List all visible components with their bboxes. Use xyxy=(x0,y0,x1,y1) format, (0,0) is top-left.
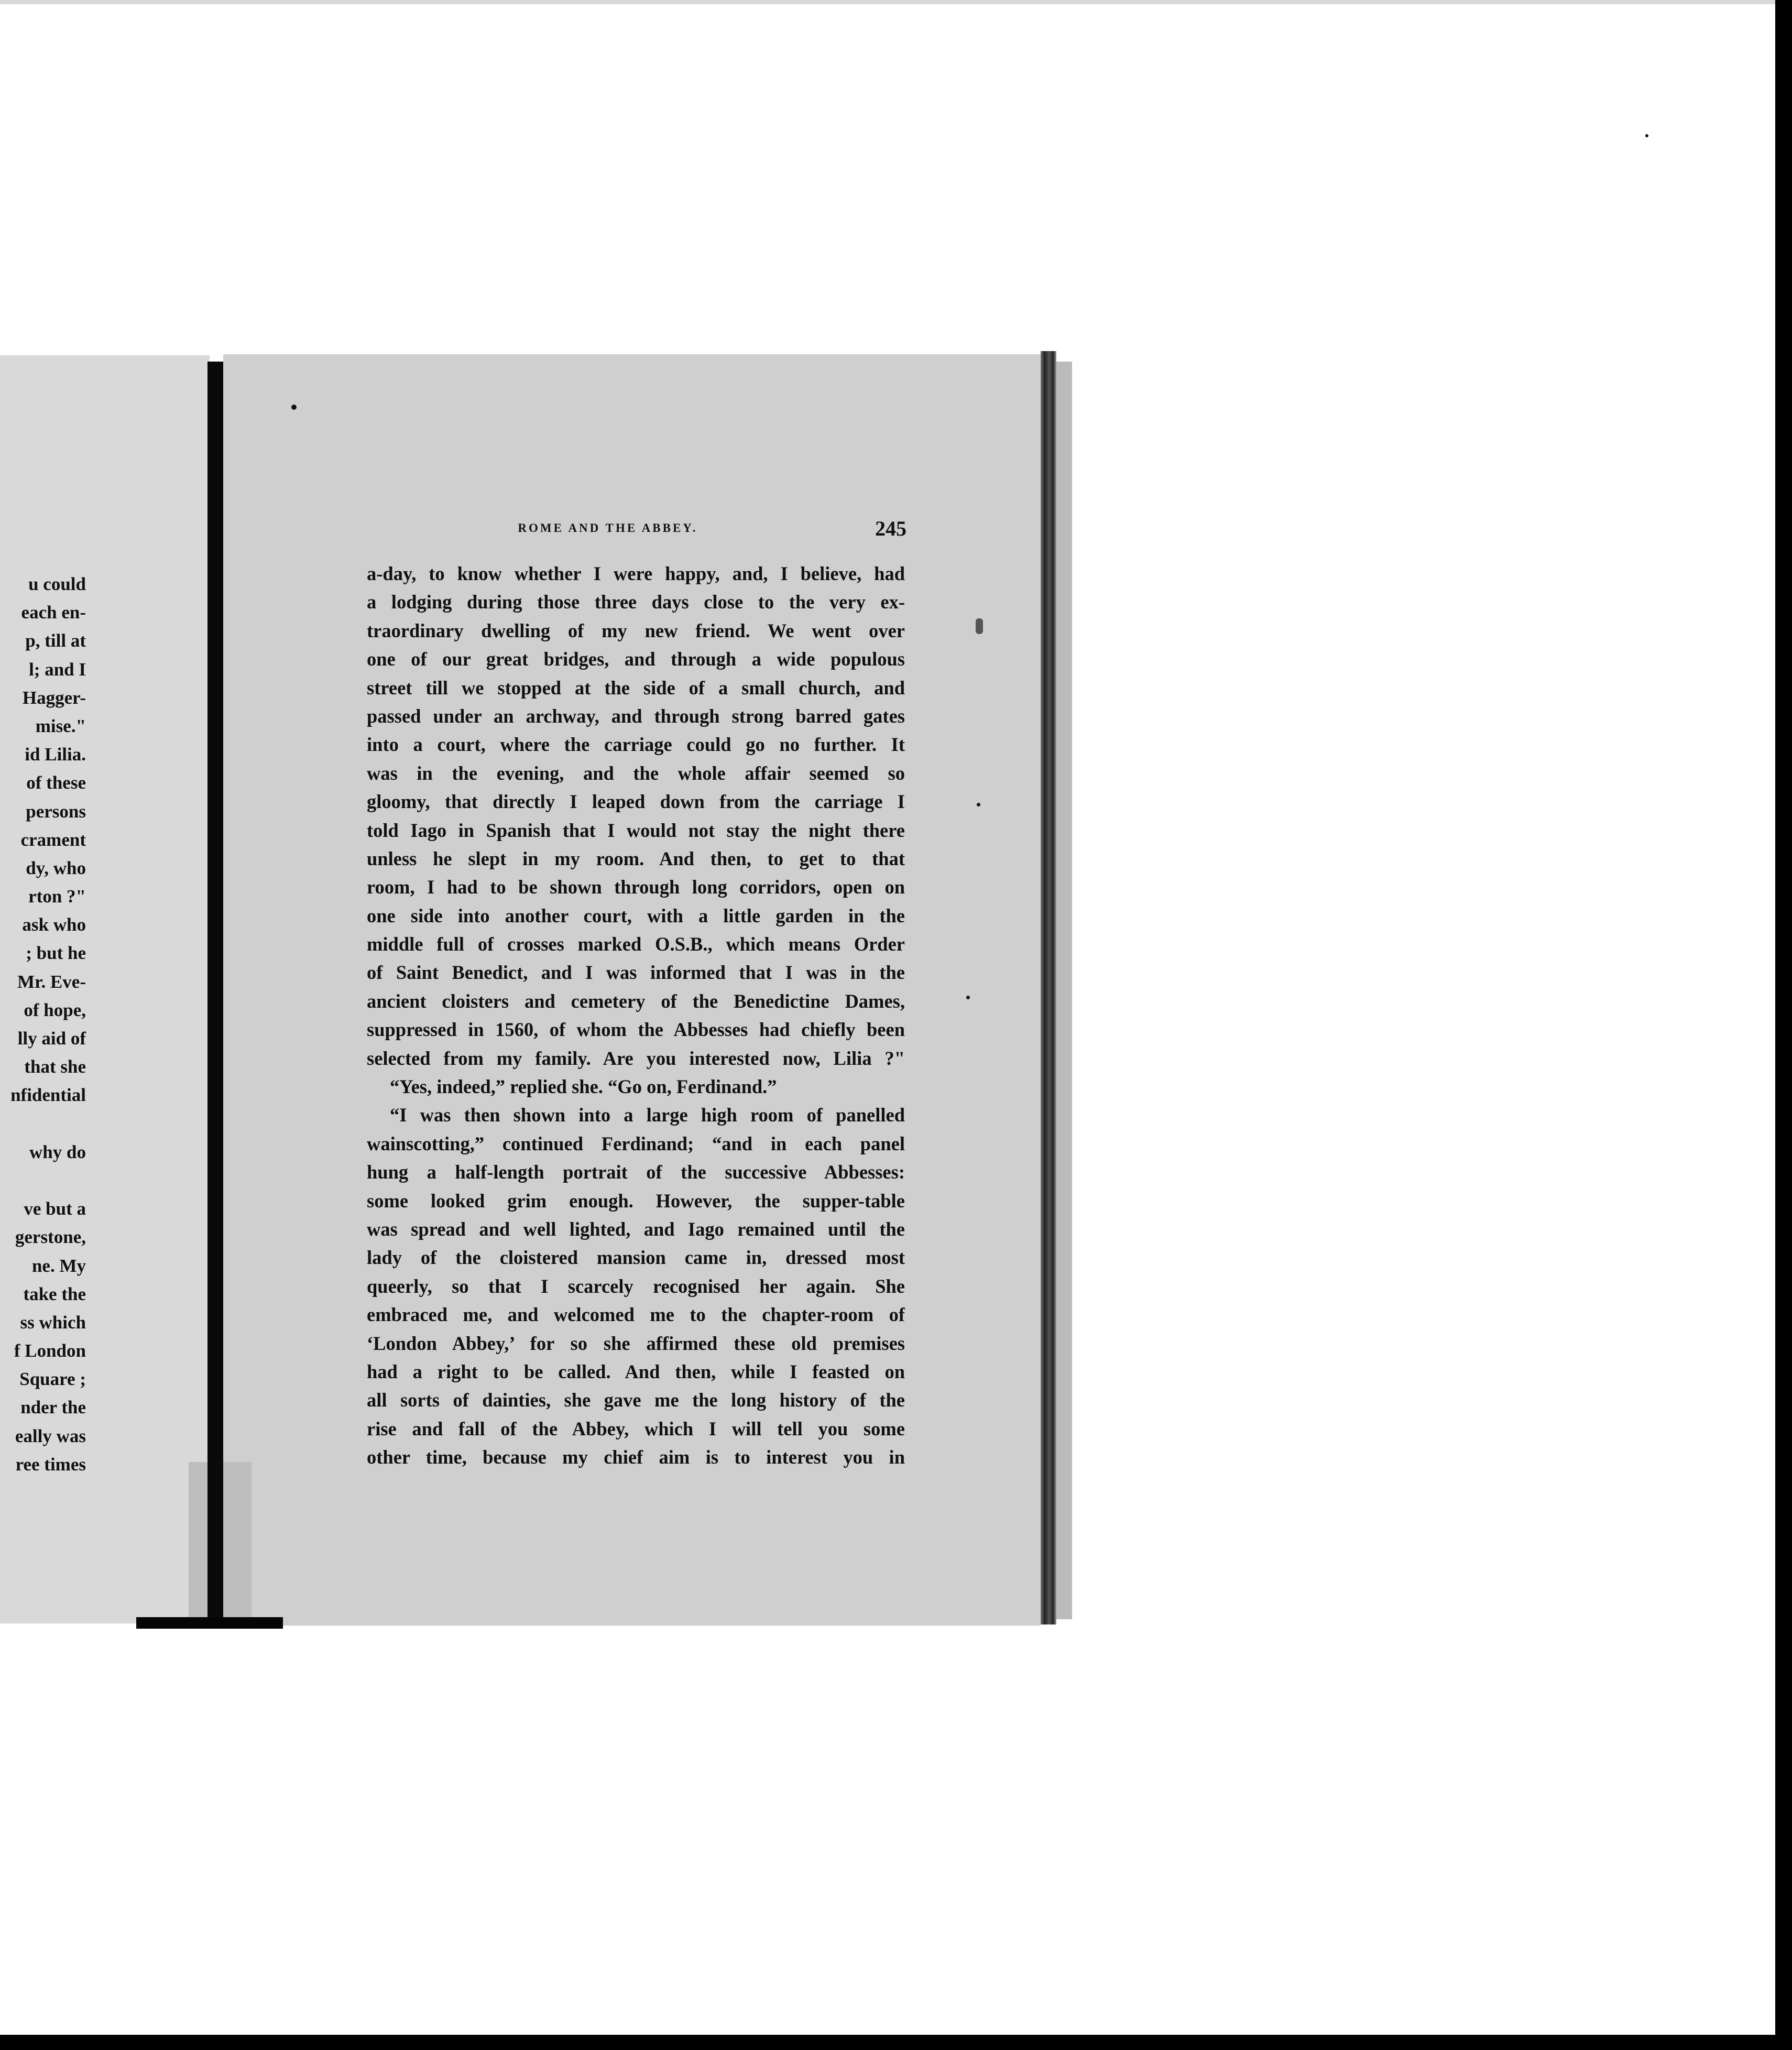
text-line: some looked grim enough. However, the supper-table xyxy=(367,1190,905,1212)
left-page-line: ve but a xyxy=(24,1198,86,1219)
left-page-line: Hagger- xyxy=(22,687,86,708)
text-line: unless he slept in my room. And then, to get to that xyxy=(367,847,905,869)
text-line: hung a half-length portrait of the successive Abbesses: xyxy=(367,1161,905,1183)
scan-speck xyxy=(1645,134,1648,137)
ink-speck xyxy=(291,405,297,410)
left-page-line: that she xyxy=(24,1056,86,1077)
left-page-line: eally was xyxy=(15,1425,86,1446)
text-line: one side into another court, with a little garden in the xyxy=(367,904,905,926)
left-page-line: crament xyxy=(20,829,86,850)
ink-speck xyxy=(966,996,970,999)
text-line: all sorts of dainties, she gave me the long history of the xyxy=(367,1389,905,1411)
text-line: a lodging during those three days close to the very ex- xyxy=(367,591,905,613)
text-line: was spread and well lighted, and Iago remained until the xyxy=(367,1218,905,1240)
left-page-line: rton ?" xyxy=(28,886,86,907)
left-page-line: gerstone, xyxy=(15,1227,86,1248)
binding-base xyxy=(136,1617,283,1629)
text-line: rise and fall of the Abbey, which I will tell you some xyxy=(367,1417,905,1440)
text-line: “I was then shown into a large high room of panelled xyxy=(390,1104,905,1126)
scan-right-border xyxy=(1775,0,1792,2050)
left-page-line xyxy=(0,1110,86,1138)
text-line: queerly, so that I scarcely recognised her again. She xyxy=(367,1275,905,1297)
left-page-line: of these xyxy=(26,772,86,793)
scan-bottom-border xyxy=(0,2035,1792,2050)
left-page-line: why do xyxy=(29,1141,86,1162)
left-page-line: dy, who xyxy=(26,857,86,878)
page-number: 245 xyxy=(875,517,906,540)
text-line: “Yes, indeed,” replied she. “Go on, Ferdinand.” xyxy=(390,1076,777,1098)
text-line: told Iago in Spanish that I would not stay the night there xyxy=(367,819,905,841)
left-page-line: ss which xyxy=(20,1312,86,1333)
left-page-line: u could xyxy=(28,574,86,594)
left-page-line: f London xyxy=(14,1340,86,1361)
left-page-line: l; and I xyxy=(29,659,86,680)
left-page-line: nfidential xyxy=(10,1085,86,1106)
left-page-line: ask who xyxy=(22,914,86,935)
left-page-line: persons xyxy=(26,801,86,822)
text-line: had a right to be called. And then, while I feasted on xyxy=(367,1360,905,1382)
text-line: embraced me, and welcomed me to the chapter-room of xyxy=(367,1304,905,1326)
text-line: other time, because my chief aim is to interest you in xyxy=(367,1446,905,1468)
text-line: selected from my family. Are you interested now, Lilia ?" xyxy=(367,1047,905,1069)
text-line: of Saint Benedict, and I was informed that I was in the xyxy=(367,962,905,984)
text-line: passed under an archway, and through strong barred gates xyxy=(367,705,905,727)
text-line: street till we stopped at the side of a small church, and xyxy=(367,677,905,699)
left-page-line: each en- xyxy=(21,602,86,623)
page-stack-edge xyxy=(1041,351,1056,1624)
text-line: ancient cloisters and cemetery of the Benedictine Dames, xyxy=(367,990,905,1012)
text-line: wainscotting,” continued Ferdinand; “and in each panel xyxy=(367,1132,905,1154)
book-gutter xyxy=(207,362,223,1624)
running-head xyxy=(309,516,906,548)
page-stack-shadow xyxy=(1056,362,1072,1619)
text-line: gloomy, that directly I leaped down from the carriage I xyxy=(367,791,905,813)
text-line: one of our great bridges, and through a wide populous xyxy=(367,648,905,670)
text-line: traordinary dwelling of my new friend. We went over xyxy=(367,619,905,641)
text-line: a-day, to know whether I were happy, and, I believe, had xyxy=(367,563,905,584)
ink-speck xyxy=(977,803,980,806)
left-page-line: Mr. Eve- xyxy=(17,971,86,992)
left-page-line: Square ; xyxy=(19,1369,86,1390)
left-page-line: ; but he xyxy=(26,943,86,964)
scan-speck xyxy=(976,618,983,634)
scan-top-edge xyxy=(0,0,1775,4)
left-page-line: ree times xyxy=(15,1454,86,1475)
text-line: was in the evening, and the whole affair seemed so xyxy=(367,762,905,784)
open-book xyxy=(0,341,1079,1640)
text-line: into a court, where the carriage could go no further. It xyxy=(367,734,905,756)
left-page-line: of hope, xyxy=(24,999,86,1020)
page-body-text xyxy=(367,560,905,1472)
running-head-title: ROME AND THE ABBEY. xyxy=(518,521,698,535)
left-page-line: take the xyxy=(23,1283,86,1304)
left-page xyxy=(0,355,210,1623)
left-page-line: nder the xyxy=(20,1397,86,1418)
left-page-line: lly aid of xyxy=(17,1028,86,1049)
left-page-line: mise." xyxy=(35,715,86,736)
left-page-line xyxy=(0,1166,86,1195)
text-line: suppressed in 1560, of whom the Abbesses had chiefly been xyxy=(367,1019,905,1041)
text-line: lady of the cloistered mansion came in, dressed most xyxy=(367,1247,905,1269)
text-line: middle full of crosses marked O.S.B., which means Order xyxy=(367,933,905,955)
left-page-line: ne. My xyxy=(31,1255,86,1276)
text-line: ‘London Abbey,’ for so she affirmed these old premises xyxy=(367,1332,905,1354)
left-page-line: p, till at xyxy=(25,630,86,651)
left-page-text xyxy=(0,570,86,1479)
left-page-line: id Lilia. xyxy=(25,744,86,765)
text-line: room, I had to be shown through long corridors, open on xyxy=(367,876,905,898)
